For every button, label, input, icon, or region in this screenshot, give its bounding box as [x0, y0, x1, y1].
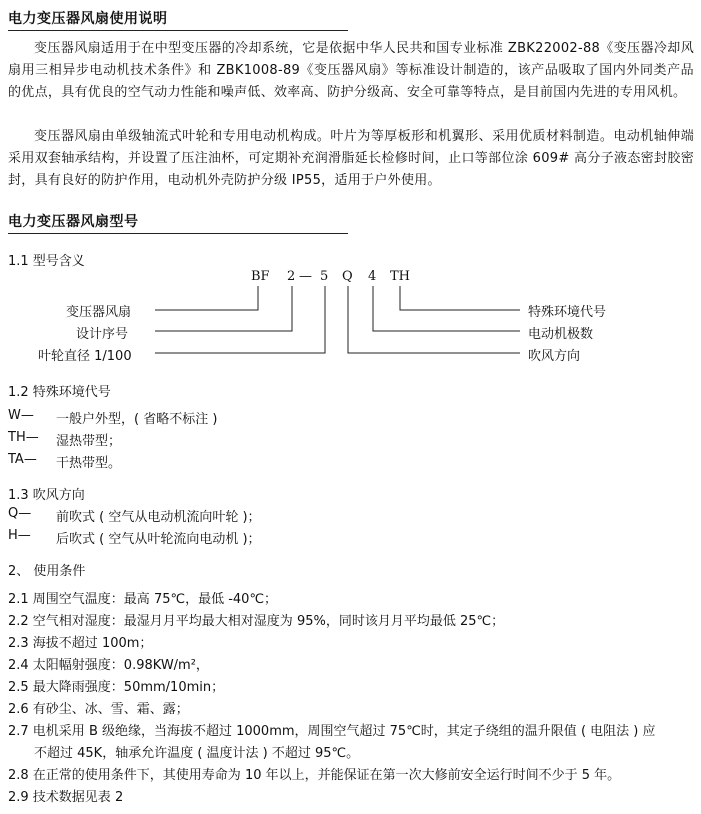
direction-desc: 后吹式 ( 空气从叶轮流向电动机 )； [56, 532, 261, 547]
code-part-design: 2 [287, 269, 296, 284]
env-desc: 一般户外型，( 省略不标注 ) [56, 412, 218, 427]
condition-item: 2.1 周围空气温度：最高 75℃，最低 -40℃； [8, 592, 278, 607]
condition-item: 2.9 技术数据见表 2 [8, 790, 124, 805]
label-design-number: 设计序号 [76, 327, 129, 342]
heading-1-1: 1.1 型号含义 [8, 254, 85, 269]
code-part-poles: 4 [368, 269, 377, 284]
condition-item-continued: 不超过 45K，轴承允许温度 ( 温度计法 ) 不超过 95℃。 [34, 746, 360, 761]
heading-2: 2、 使用条件 [8, 564, 86, 579]
label-transformer-fan: 变压器风扇 [66, 305, 132, 320]
code-part-series: BF [251, 269, 270, 284]
direction-desc: 前吹式 ( 空气从电动机流向叶轮 )； [56, 510, 261, 525]
condition-item: 2.4 太阳幅射强度：0.98KW/m²， [8, 658, 209, 673]
paragraph-structure: 变压器风扇由单级轴流式叶轮和专用电动机构成。叶片为等厚板形和机翼形、采用优质材料制造。电动机轴伸端采用双套轴承结构，并设置了压注油杯，可定期补充润滑脂延长检修时间，止口等部位涂 609# 高分子液态密封胶密封，具有良好的防护作用，电动机外壳防护分级 IP55，适用于户外使用。 [8, 129, 694, 188]
direction-code: H— [8, 528, 31, 543]
env-code: W— [8, 408, 34, 423]
condition-item: 2.8 在正常的使用条件下，其使用寿命为 10 年以上，并能保证在第一次大修前安全运行时间不少于 5 年。 [8, 768, 621, 783]
label-impeller-diameter: 叶轮直径 1/100 [38, 349, 132, 364]
label-environment-code: 特殊环境代号 [528, 305, 607, 320]
env-desc: 湿热带型； [56, 434, 122, 449]
section-title-usage: 电力变压器风扇使用说明 [8, 11, 168, 27]
connector-line [155, 286, 258, 310]
paragraph-intro: 变压器风扇适用于在中型变压器的冷却系统，它是依据中华人民共和国专业标准 ZBK22002-88《变压器冷却风扇用三相异步电动机技术条件》和 ZBK1008-89《变压器风扇》等标准设计制造的，该产品吸取了国内外同类产品的优点，具有优良的空气动力性能和噪声低、效率高、防护分级高、安全可靠等特点，是目前国内先进的专用风机。 [8, 41, 694, 100]
code-part-direction: Q [342, 269, 353, 284]
condition-item: 2.7 电机采用 B 级绝缘，当海拔不超过 1000mm，周围空气超过 75℃时，其定子绕组的温升限值 ( 电阻法 ) 应 [8, 724, 656, 739]
connector-line [373, 286, 520, 331]
connector-line [155, 286, 325, 353]
condition-item: 2.2 空气相对湿度：最湿月月平均最大相对湿度为 95%，同时该月月平均最低 25℃； [8, 614, 505, 629]
condition-item: 2.3 海拔不超过 100m； [8, 636, 153, 651]
label-motor-poles: 电动机极数 [528, 327, 594, 342]
code-part-environment: TH [390, 269, 411, 284]
connector-line [155, 286, 292, 331]
section-title-model: 电力变压器风扇型号 [8, 214, 139, 230]
heading-1-3: 1.3 吹风方向 [8, 488, 85, 503]
env-desc: 干热带型。 [56, 456, 122, 471]
label-blow-direction: 吹风方向 [528, 349, 581, 364]
connector-line [400, 286, 520, 310]
condition-item: 2.5 最大降雨强度：50mm/10min； [8, 680, 225, 695]
code-part-dash: — [299, 269, 312, 284]
code-part-diameter: 5 [320, 269, 329, 284]
env-code: TH— [8, 430, 39, 445]
heading-1-2: 1.2 特殊环境代号 [8, 385, 111, 400]
condition-item: 2.6 有砂尘、冰、雪、霜、露； [8, 702, 189, 717]
connector-line [348, 286, 520, 353]
direction-code: Q— [8, 506, 32, 521]
env-code: TA— [8, 452, 37, 467]
